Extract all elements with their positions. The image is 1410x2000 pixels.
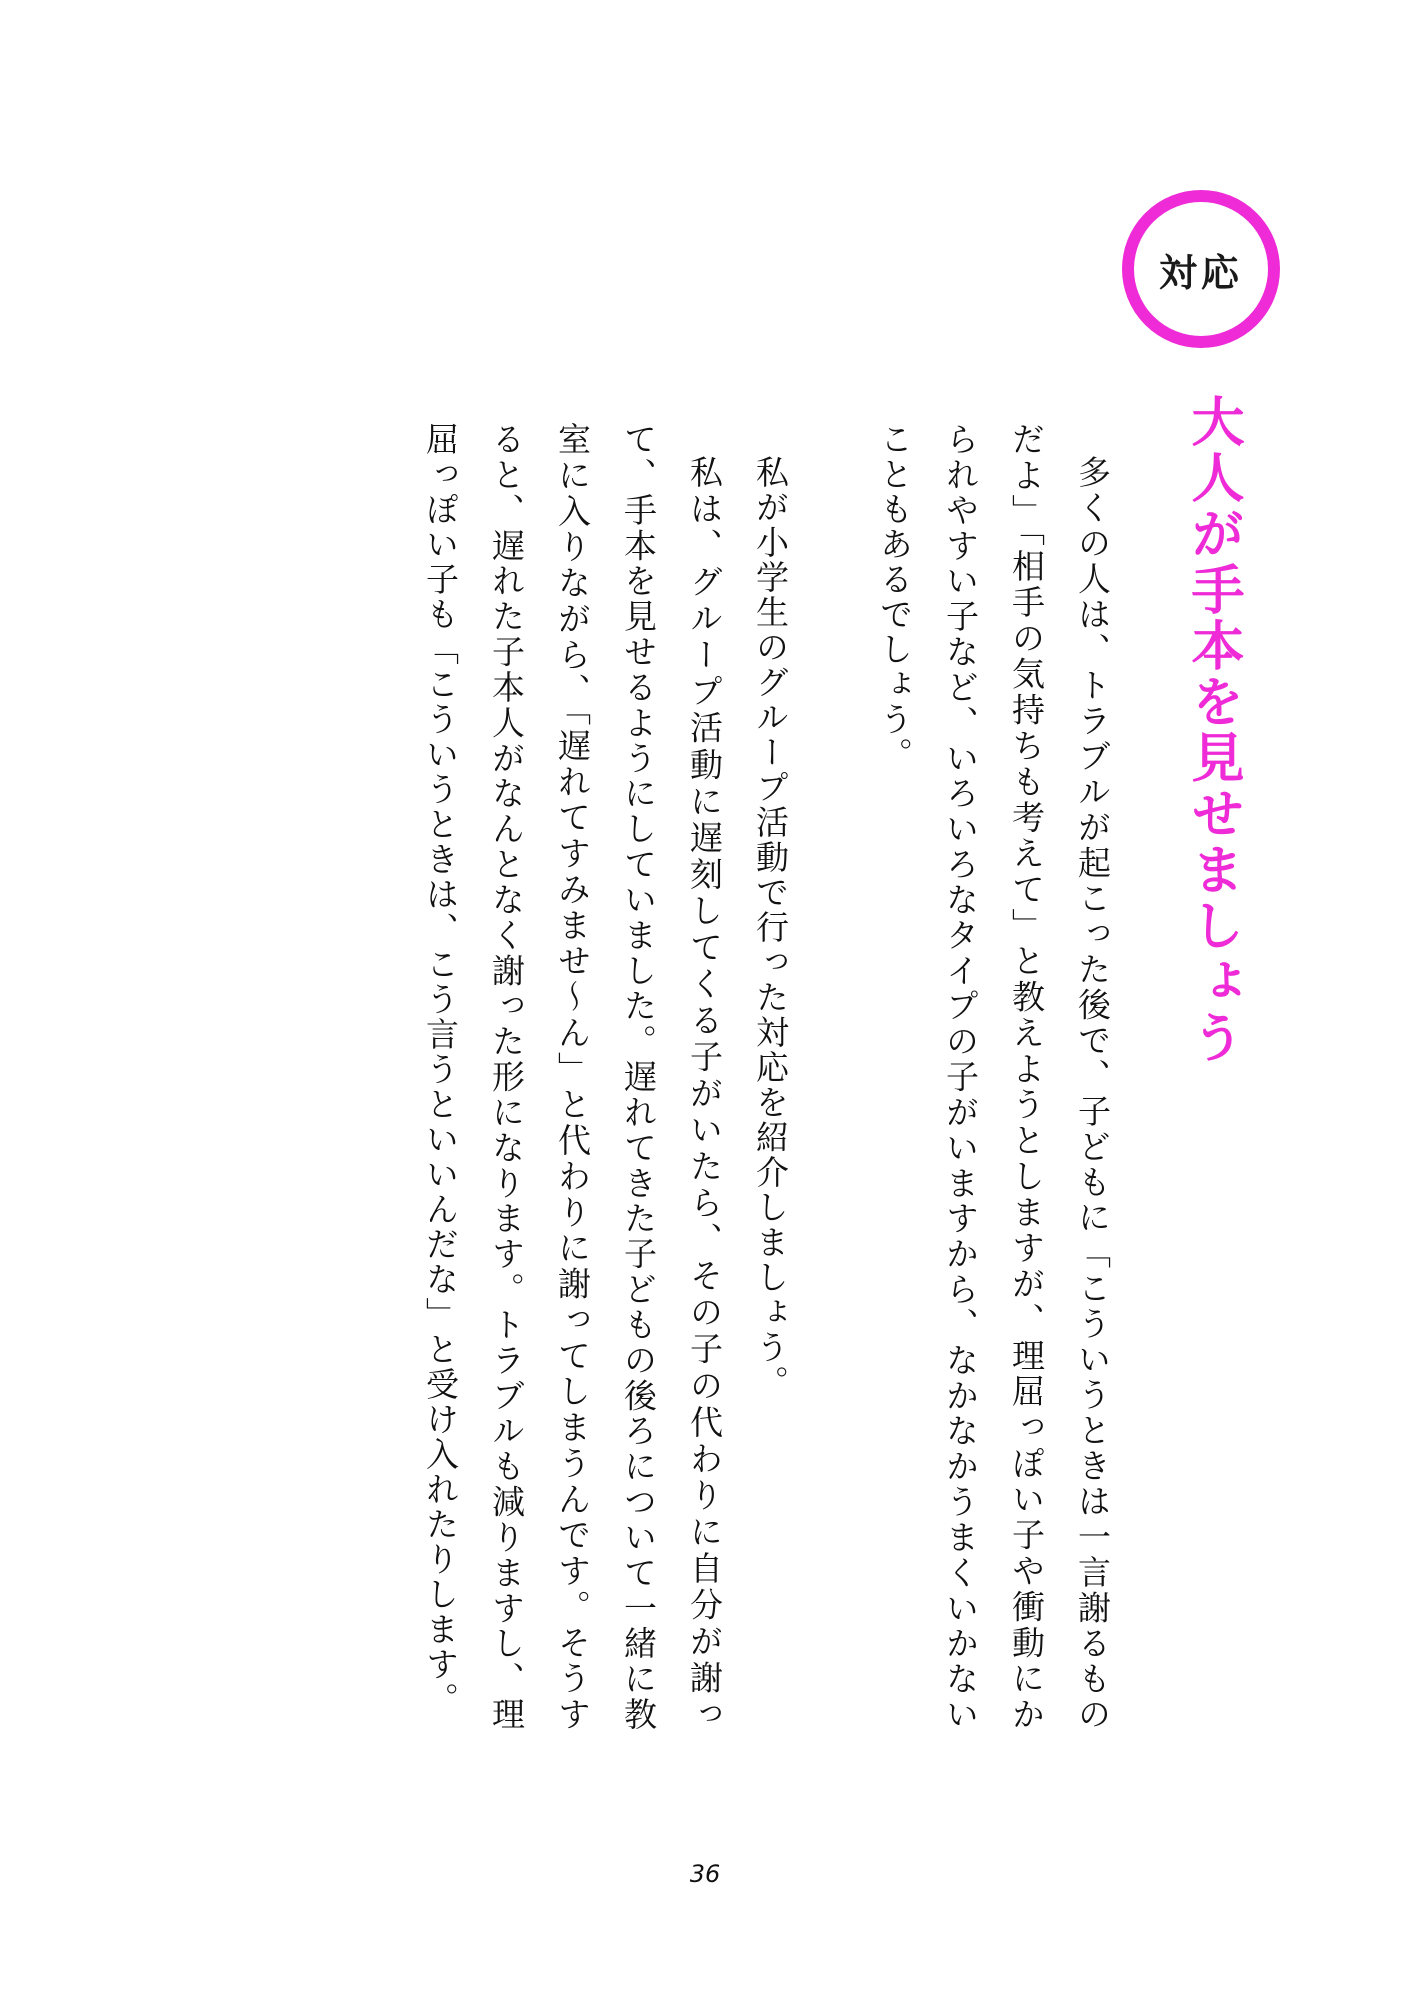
section-heading: 大人が手本を見せましょう xyxy=(1183,394,1244,1066)
section-badge xyxy=(1122,190,1280,348)
badge-label: 対応 xyxy=(1158,250,1243,295)
page-number: 36 xyxy=(689,1860,721,1888)
paragraph: 私が小学生のグループ活動で行った対応を紹介しましょう。 xyxy=(751,455,790,1400)
body-text xyxy=(407,422,1125,1732)
paragraph: 私は、グループ活動に遅刻してくる子がいたら、その子の代わりに自分が謝って、手本を見せるようにしていました。遅れてきた子どもの後ろについて一緒に教室に入りながら、「遅れてすみませ～ん」と代わりに謝ってしまうんです。そうすると、遅れた子本人がなんとなく謝った形になります。トラブルも減りますし、理屈っぽい子も「こういうときは、こう言うといいんだな」と受け入れたりします。 xyxy=(421,422,724,1733)
paragraph: 多くの人は、トラブルが起こった後で、子どもに「こういうときは一言謝るものだよ」「相手の気持ちも考えて」と教えようとしますが、理屈っぽい子や衝動にかられやすい子など、いろいろなタイプの子がいますから、なかなかうまくいかないこともあるでしょう。 xyxy=(875,422,1112,1732)
paragraph-gap xyxy=(803,422,861,1732)
